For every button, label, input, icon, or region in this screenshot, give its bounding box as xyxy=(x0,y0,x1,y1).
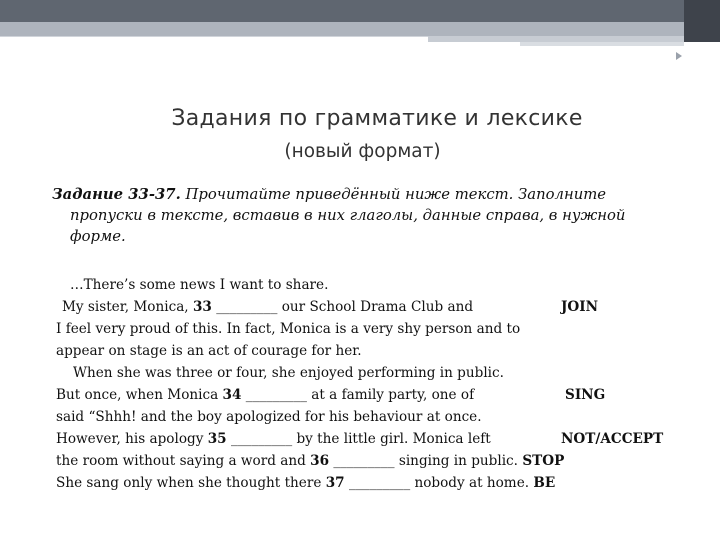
text-line-7: said “Shhh! and the boy apologized for his behaviour at once. xyxy=(56,409,482,425)
text-line-10 xyxy=(56,475,555,491)
task-line-3: форме. xyxy=(70,228,126,245)
task-instructions xyxy=(52,184,682,247)
verb-37: BE xyxy=(533,475,556,491)
text-line-9-b: _________ singing in public. xyxy=(329,453,523,469)
triangle-marker-icon xyxy=(676,52,682,60)
text-line-2-a: My sister, Monica, xyxy=(62,299,193,315)
text-line-10-a: She sang only when she thought there xyxy=(56,475,326,491)
text-line-10-b: _________ nobody at home. xyxy=(344,475,534,491)
text-line-8-b: _________ by the little girl. Monica left xyxy=(226,431,491,447)
text-line-6 xyxy=(56,387,474,403)
gap-number-34: 34 xyxy=(222,387,242,403)
text-line-4: appear on stage is an act of courage for her. xyxy=(56,343,362,359)
text-line-3: I feel very proud of this. In fact, Monica is a very shy person and to xyxy=(56,321,521,337)
slide-subtitle: (новый формат) xyxy=(284,141,441,162)
text-line-1: …There’s some news I want to share. xyxy=(70,277,329,293)
gap-number-36: 36 xyxy=(310,453,330,469)
gap-number-33: 33 xyxy=(192,299,212,315)
header-accent-band xyxy=(0,22,684,36)
header-accent-strip-small xyxy=(520,42,684,46)
gap-number-35: 35 xyxy=(207,431,227,447)
slide-title: Задания по грамматике и лексике xyxy=(171,106,583,131)
text-line-6-a: But once, when Monica xyxy=(56,387,223,403)
gap-number-37: 37 xyxy=(325,475,345,491)
header-corner-block xyxy=(684,0,720,42)
header-bar xyxy=(0,0,720,22)
text-line-9-a: the room without saying a word and xyxy=(56,453,311,469)
task-line-1: Прочитайте приведённый ниже текст. Заполните xyxy=(185,186,607,203)
text-line-9 xyxy=(56,453,564,469)
task-label: Задание 33-37. xyxy=(52,186,181,203)
header-accent-line xyxy=(0,36,428,37)
verb-35: NOT/ACCEPT xyxy=(561,431,664,447)
verb-34: SING xyxy=(565,387,606,403)
text-line-8-a: However, his apology xyxy=(56,431,208,447)
task-line-2: пропуски в тексте, вставив в них глаголы, данные справа, в нужной xyxy=(70,207,626,224)
text-line-2 xyxy=(62,299,473,315)
text-line-6-b: _________ at a family party, one of xyxy=(241,387,475,403)
verb-33: JOIN xyxy=(561,299,599,315)
text-line-2-b: _________ our School Drama Club and xyxy=(211,299,474,315)
text-line-8 xyxy=(56,431,491,447)
text-line-5: When she was three or four, she enjoyed performing in public. xyxy=(73,365,504,381)
verb-36: STOP xyxy=(522,453,565,469)
